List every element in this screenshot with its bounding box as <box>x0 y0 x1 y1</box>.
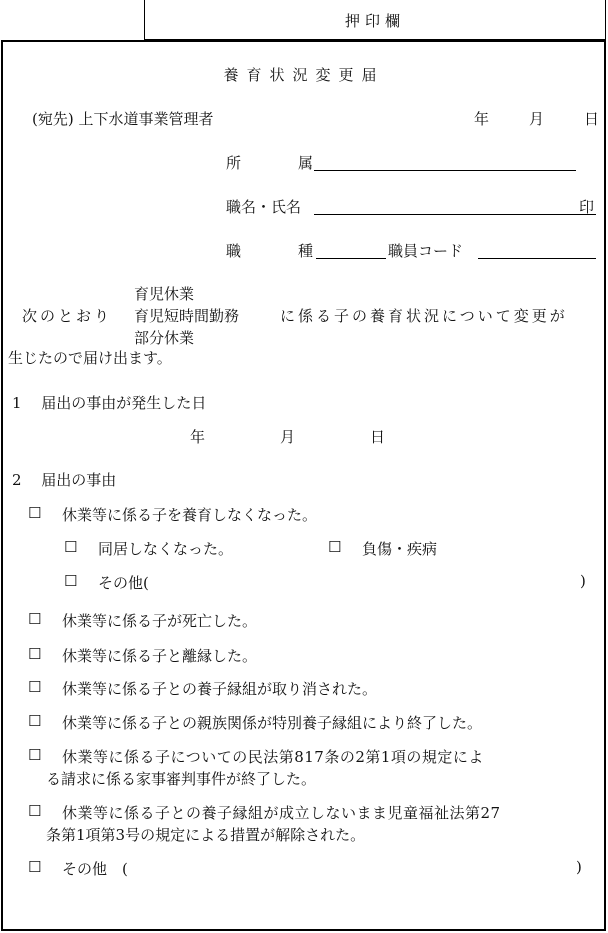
checkbox[interactable]: ☐ <box>64 572 78 590</box>
option-childcare-leave: 育児休業 <box>134 285 195 303</box>
checkbox[interactable]: ☐ <box>28 802 42 820</box>
checkbox[interactable]: ☐ <box>28 746 42 764</box>
checkbox[interactable]: ☐ <box>28 678 42 696</box>
checkbox[interactable]: ☐ <box>28 858 42 876</box>
section1-heading: 1 届出の事由が発生した日 <box>12 394 207 412</box>
checkbox[interactable]: ☐ <box>64 538 78 556</box>
reason-other-close: ) <box>576 858 582 876</box>
reason-welfare-measure-line2: 条第1項第3号の規定による措置が解除された。 <box>46 826 366 844</box>
reason-dissolved-adoption: 休業等に係る子と離縁した。 <box>62 647 258 665</box>
option-partial-leave: 部分休業 <box>134 329 195 347</box>
section2-heading: 2 届出の事由 <box>12 471 117 489</box>
date-year-label: 年 <box>474 110 490 128</box>
staff-code-field[interactable] <box>478 258 596 259</box>
reason-family-court-line2: る請求に係る家事審判事件が終了した。 <box>46 770 317 788</box>
name-field[interactable] <box>314 214 596 215</box>
date-day-label: 日 <box>584 110 600 128</box>
checkbox[interactable]: ☐ <box>328 538 342 556</box>
form-title: 養育状況変更届 <box>223 66 385 84</box>
checkbox[interactable]: ☐ <box>28 610 42 628</box>
date-month-label: 月 <box>529 110 545 128</box>
statement-prefix: 次のとおり <box>22 307 113 325</box>
reason-not-living-together: 同居しなくなった。 <box>98 540 234 558</box>
reason-welfare-measure-line1: 休業等に係る子との養子縁組が成立しないまま児童福祉法第27 <box>62 804 501 822</box>
statement-line2: 生じたので届け出ます。 <box>8 349 172 367</box>
job-type-label-a: 職 <box>226 242 242 260</box>
reason-other-sub: その他( <box>98 574 149 592</box>
affiliation-label-b: 属 <box>298 154 314 172</box>
affiliation-label-a: 所 <box>226 154 242 172</box>
event-month-label: 月 <box>280 428 296 446</box>
addressee: (宛先) 上下水道事業管理者 <box>32 110 214 128</box>
staff-code-label: 職員コード <box>388 242 464 260</box>
option-short-hours: 育児短時間勤務 <box>134 307 240 325</box>
reason-other-sub-close: ) <box>580 572 586 590</box>
reason-no-longer-raising: 休業等に係る子を養育しなくなった。 <box>62 506 318 524</box>
job-type-field[interactable] <box>316 258 386 259</box>
event-day-label: 日 <box>370 428 386 446</box>
checkbox[interactable]: ☐ <box>28 645 42 663</box>
name-label: 職名・氏名 <box>226 198 302 216</box>
job-type-label-b: 種 <box>298 242 314 260</box>
stamp-label: 押印欄 <box>344 12 405 30</box>
checkbox[interactable]: ☐ <box>28 712 42 730</box>
statement-suffix: に係る子の養育状況について変更が <box>280 307 568 325</box>
seal-mark: 印 <box>579 198 595 216</box>
reason-adoption-cancelled: 休業等に係る子との養子縁組が取り消された。 <box>62 680 378 698</box>
reason-injury-illness: 負傷・疾病 <box>362 540 438 558</box>
affiliation-field[interactable] <box>314 170 576 171</box>
checkbox[interactable]: ☐ <box>28 504 42 522</box>
reason-other: その他 ( <box>62 860 128 878</box>
stamp-box <box>144 0 606 40</box>
reason-child-died: 休業等に係る子が死亡した。 <box>62 612 258 630</box>
reason-family-court-line1: 休業等に係る子についての民法第817条の2第1項の規定によ <box>62 748 484 766</box>
event-year-label: 年 <box>190 428 206 446</box>
reason-kinship-ended: 休業等に係る子との親族関係が特別養子縁組により終了した。 <box>62 714 483 732</box>
